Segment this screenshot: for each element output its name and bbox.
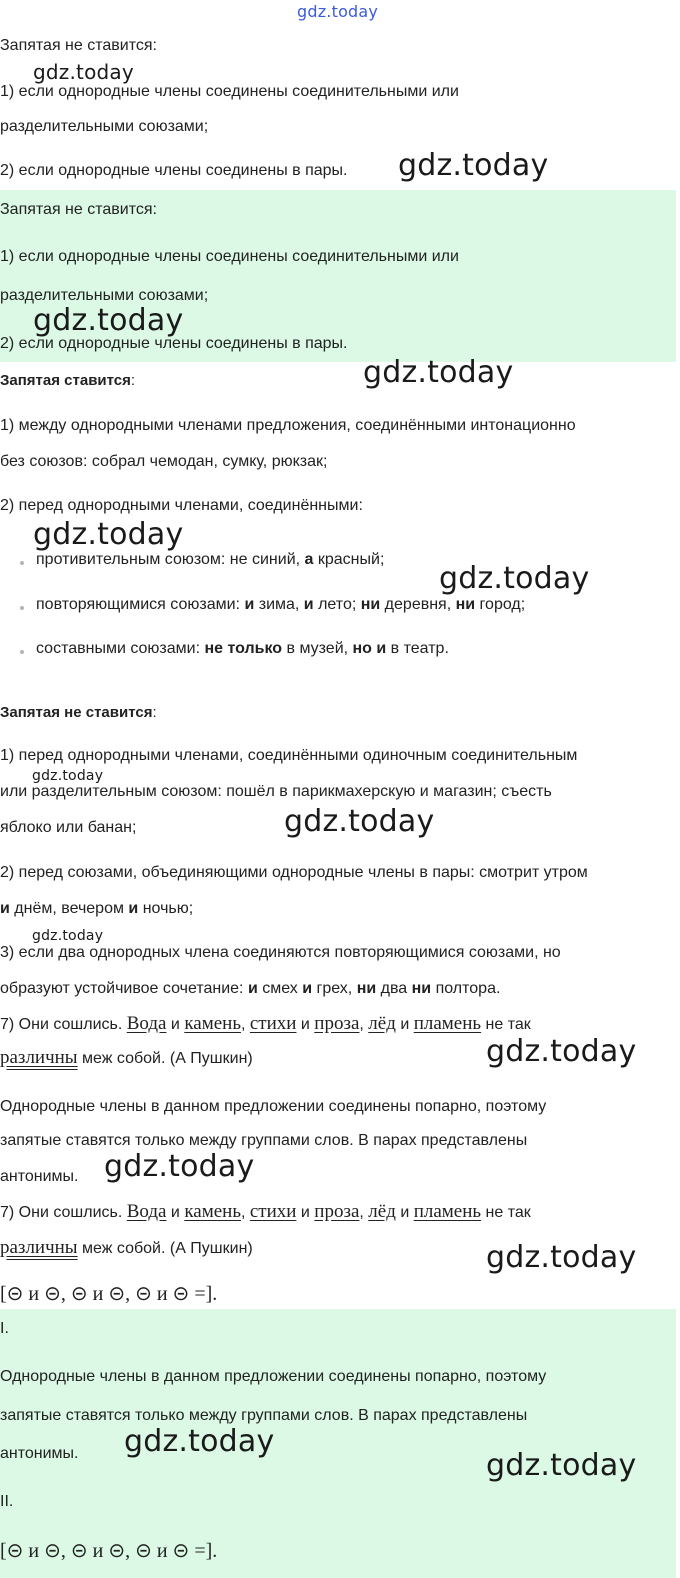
text-line: Однородные члены в данном предложении соединены попарно, поэтому [0, 1368, 547, 1385]
watermark: gdz.today [297, 2, 379, 21]
text-line: 2) перед однородными членами, соединёнными: [0, 497, 363, 514]
text-line: антонимы. [0, 1445, 79, 1462]
text-line: 2) если однородные члены соединены в пары. [0, 335, 348, 352]
watermark: gdz.today [32, 928, 104, 944]
watermark: gdz.today [439, 561, 590, 596]
text-line: запятые ставятся только между группами слов. В парах представлены [0, 1407, 528, 1424]
watermark: gdz.today [33, 60, 134, 84]
text-line: 1) перед однородными членами, соединёнными одиночным соединительным [0, 747, 578, 764]
watermark: gdz.today [363, 355, 514, 390]
text-line: 3) если два однородных члена соединяются повторяющимися союзами, но [0, 944, 561, 961]
section-heading: Запятая ставится: [0, 372, 136, 389]
text-line: разделительными союзами; [0, 118, 209, 135]
text-line: 2) если однородные члены соединены в пары. [0, 162, 348, 179]
example-sentence: 7) Они сошлись. Вода и камень, стихи и проза, лёд и пламень не так [0, 1013, 531, 1034]
watermark: gdz.today [32, 768, 104, 784]
text-line: 1) между однородными членами предложения, соединёнными интонационно [0, 417, 576, 434]
example-sentence: различны меж собой. (А Пушкин) [0, 1237, 253, 1258]
text-line: антонимы. [0, 1168, 79, 1185]
sentence-scheme: [⊝ и ⊝, ⊝ и ⊝, ⊝ и ⊝ =]. [0, 1540, 218, 1562]
section-number: II. [0, 1493, 14, 1510]
text-line: запятые ставятся только между группами слов. В парах представлены [0, 1132, 528, 1149]
text-line: разделительными союзами; [0, 287, 209, 304]
bullet [20, 561, 24, 565]
text-line: без союзов: собрал чемодан, сумку, рюкзак; [0, 453, 328, 470]
watermark: gdz.today [33, 303, 184, 338]
watermark: gdz.today [486, 1448, 637, 1483]
text-line: 2) перед союзами, объединяющими однородные члены в пары: смотрит утром [0, 864, 588, 881]
watermark: gdz.today [104, 1149, 255, 1184]
example-sentence: различны меж собой. (А Пушкин) [0, 1047, 253, 1068]
text-line: Однородные члены в данном предложении соединены попарно, поэтому [0, 1098, 547, 1115]
text-line: яблоко или банан; [0, 819, 137, 836]
section-number: I. [0, 1320, 9, 1337]
watermark: gdz.today [124, 1424, 275, 1459]
watermark: gdz.today [33, 517, 184, 552]
section-heading: Запятая не ставится: [0, 201, 157, 218]
watermark: gdz.today [398, 148, 549, 183]
example-sentence: 7) Они сошлись. Вода и камень, стихи и проза, лёд и пламень не так [0, 1201, 531, 1222]
section-heading: Запятая не ставится: [0, 704, 157, 721]
section-heading: Запятая не ставится: [0, 37, 157, 54]
text-line: или разделительным союзом: пошёл в парикмахерскую и магазин; съесть [0, 783, 552, 800]
text-line: и днём, вечером и ночью; [0, 900, 194, 917]
list-item: составными союзами: не только в музей, но и в театр. [36, 640, 449, 657]
text-line: 1) если однородные члены соединены соединительными или [0, 248, 459, 265]
bullet [20, 606, 24, 610]
list-item: повторяющимися союзами: и зима, и лето; ни деревня, ни город; [36, 596, 526, 613]
text-line: 1) если однородные члены соединены соединительными или [0, 83, 459, 100]
list-item: противительным союзом: не синий, а красный; [36, 551, 385, 568]
watermark: gdz.today [486, 1240, 637, 1275]
sentence-scheme: [⊝ и ⊝, ⊝ и ⊝, ⊝ и ⊝ =]. [0, 1283, 218, 1305]
text-line: образуют устойчивое сочетание: и смех и грех, ни два ни полтора. [0, 980, 501, 997]
bullet [20, 650, 24, 654]
watermark: gdz.today [284, 804, 435, 839]
watermark: gdz.today [486, 1034, 637, 1069]
